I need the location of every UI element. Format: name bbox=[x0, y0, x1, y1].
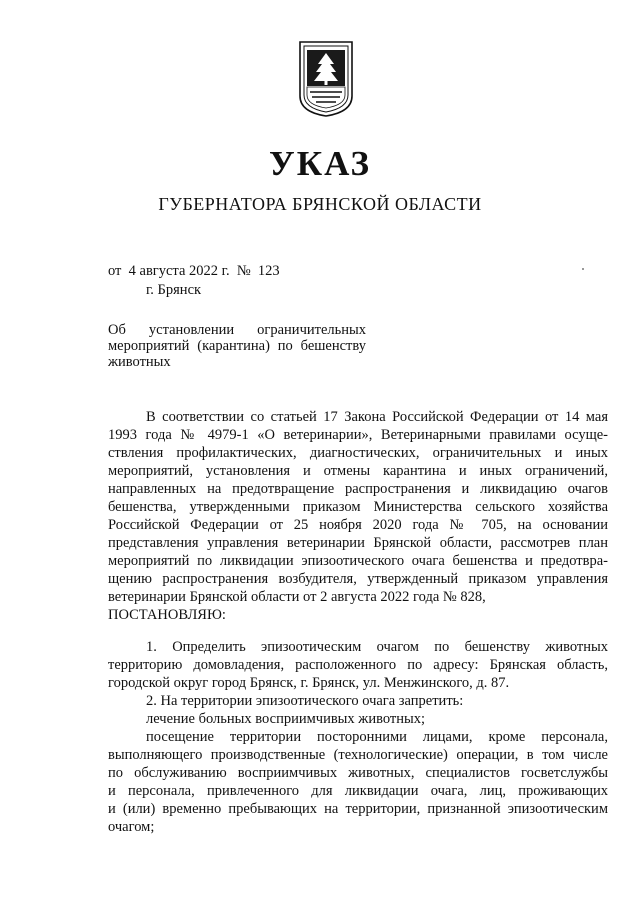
item-1-line: территорию домовладения, расположенного по адресу: Брянская область, bbox=[108, 657, 608, 673]
item-2-clause-line: и персонала, привлеченного для ликвидации очага, лиц, проживающих bbox=[108, 783, 608, 799]
item-2-clause-line: очагом; bbox=[108, 819, 155, 835]
item-2-clause-line: и (или) временно пребывающих на территории, признанной эпизоотическим bbox=[108, 801, 608, 817]
item-2-clause-line: посещение территории посторонними лицами, кроме персонала, bbox=[146, 729, 608, 745]
item-1-line: 1. Определить эпизоотическим очагом по бешенству животных bbox=[146, 639, 608, 655]
preamble-line: Российской Федерации от 25 ноября 2020 года № 705, на основании bbox=[108, 517, 608, 533]
item-1-line: городской округ город Брянск, г. Брянск, ул. Менжинского, д. 87. bbox=[108, 675, 510, 691]
scan-speck bbox=[582, 268, 584, 270]
item-2-clause: лечение больных восприимчивых животных; bbox=[146, 711, 425, 727]
preamble-line: мероприятий по ликвидации эпизоотического очага бешенства и предотвра- bbox=[108, 553, 608, 569]
subject-line: мероприятий (карантина) по бешенству bbox=[108, 338, 366, 354]
document-dateline: от 4 августа 2022 г. № 123 bbox=[108, 263, 280, 279]
resolution-word: ПОСТАНОВЛЯЮ: bbox=[108, 607, 226, 623]
document-title: УКАЗ bbox=[269, 144, 371, 183]
subject-line: Об установлении ограничительных bbox=[108, 322, 366, 338]
preamble-line: бешенства, утвержденными приказом Министерства сельского хозяйства bbox=[108, 499, 608, 515]
document-city: г. Брянск bbox=[146, 282, 202, 298]
preamble-line: В соответствии со статьей 17 Закона Российской Федерации от 14 мая bbox=[146, 409, 608, 425]
preamble-line: направленных на предотвращение распространения и ликвидацию очагов bbox=[108, 481, 608, 497]
item-2-clause-line: по обслуживанию восприимчивых животных, специалистов госветслужбы bbox=[108, 765, 608, 781]
document-subject bbox=[108, 322, 366, 370]
preamble-line: представления управления ветеринарии Брянской области, рассмотрев план bbox=[108, 535, 608, 551]
preamble-line: ствления профилактических, диагностических, ограничительных и иных bbox=[108, 445, 608, 461]
document-subtitle: ГУБЕРНАТОРА БРЯНСКОЙ ОБЛАСТИ bbox=[158, 194, 482, 214]
bryansk-coat-of-arms-icon bbox=[298, 40, 354, 118]
preamble-line: щению распространения возбудителя, утвержденный приказом управления bbox=[108, 571, 608, 587]
document-body bbox=[108, 408, 608, 836]
item-2-heading: 2. На территории эпизоотического очага запретить: bbox=[146, 693, 464, 709]
preamble-line: 1993 года № 4979-1 «О ветеринарии», Ветеринарными правилами осуще- bbox=[108, 427, 608, 443]
subject-line: животных bbox=[108, 354, 171, 370]
preamble-line: ветеринарии Брянской области от 2 августа 2022 года № 828, bbox=[108, 589, 486, 605]
item-2-clause-line: выполняющего производственные (технологические) операции, в том числе bbox=[108, 747, 608, 763]
preamble-line: мероприятий, установления и отмены карантина и иных ограничений, bbox=[108, 463, 608, 479]
